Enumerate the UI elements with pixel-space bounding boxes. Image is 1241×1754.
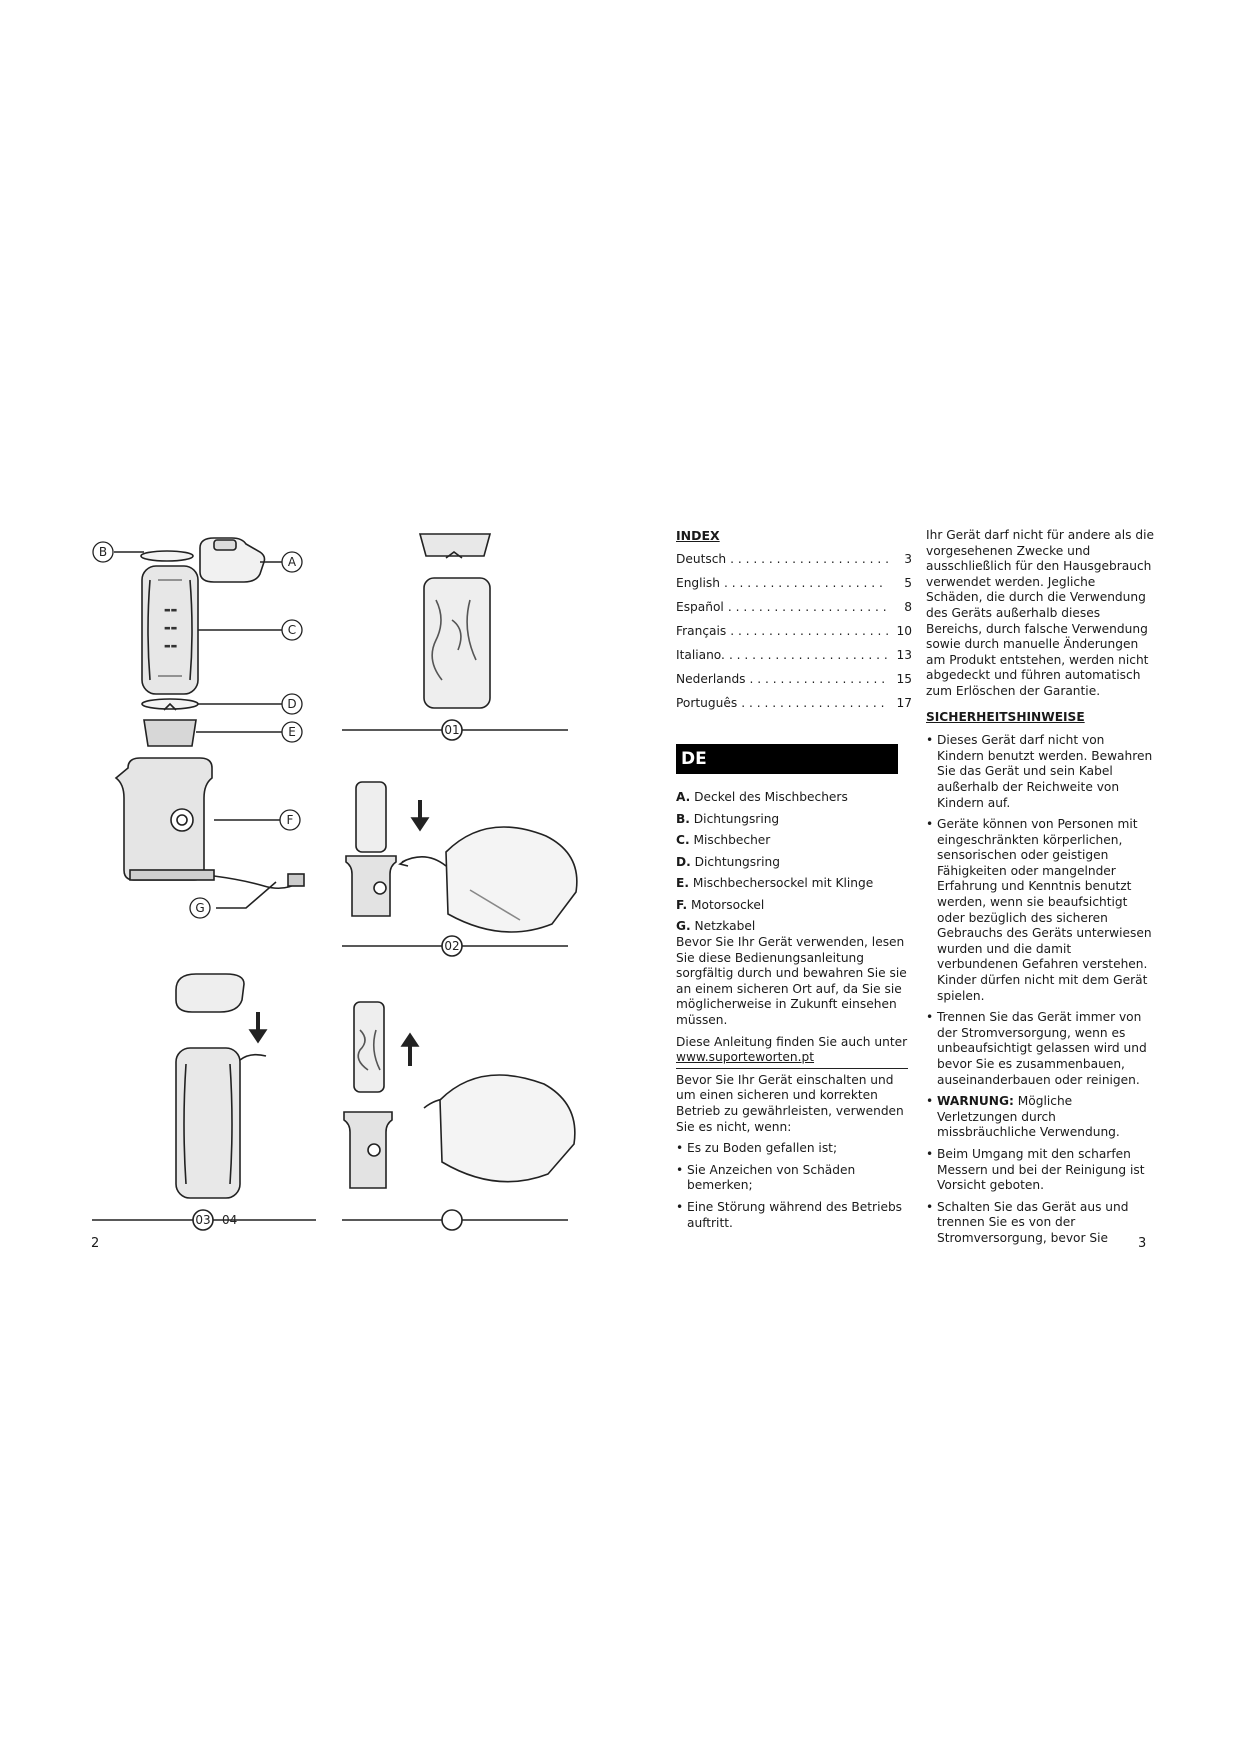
intro-paragraph: Bevor Sie Ihr Gerät verwenden, lesen Sie diese Bedienungsanleitung sorgfältig durch und bewahren Sie sie an einem sicheren Ort auf, da Sie sie möglicherweise in Zukunft einsehen müssen. — [676, 935, 907, 1027]
list-item: • WARNUNG: Mögliche Verletzungen durch missbräuchliche Verwendung. — [926, 1094, 1154, 1141]
label-b: B — [98, 545, 108, 559]
label-a: A — [287, 555, 297, 569]
part-item: B. Dichtungsring — [676, 811, 780, 826]
part-item: E. Mischbechersockel mit Klinge — [676, 876, 874, 890]
step-03-drawing — [92, 974, 316, 1230]
list-item: • Beim Umgang mit den scharfen Messern und bei der Reinigung ist Vorsicht geboten. — [926, 1147, 1154, 1194]
list-item: • Eine Störung während des Betriebs auftritt. — [676, 1200, 908, 1231]
part-item: D. Dichtungsring — [676, 854, 780, 869]
step-label-04: 04 — [222, 1213, 238, 1227]
intro-text — [676, 935, 908, 1237]
manual-link-paragraph: Diese Anleitung finden Sie auch unter www.suporteworten.pt — [676, 1034, 908, 1065]
index-item: Italiano. . . . 13 — [676, 648, 912, 672]
svg-text:▬▬: ▬▬ — [164, 606, 178, 614]
index-item: Français . . . 10 — [676, 624, 912, 648]
svg-text:▬▬: ▬▬ — [164, 624, 178, 632]
index-list — [676, 552, 912, 720]
label-c: C — [287, 623, 297, 637]
conditions-paragraph: Bevor Sie Ihr Gerät einschalten und um einen sicheren und korrekten Betrieb zu gewährleisten, verwenden Sie es nicht, wenn: — [676, 1072, 904, 1134]
label-f: F — [286, 813, 294, 827]
cup-drawing — [142, 566, 198, 694]
right-column — [926, 528, 1154, 1253]
step-label-03: 03 — [195, 1213, 211, 1227]
svg-text:▬▬: ▬▬ — [164, 642, 178, 650]
index-item: English . . . 5 — [676, 576, 912, 600]
index-title: INDEX — [676, 528, 720, 543]
parts-list — [676, 787, 906, 938]
usage-paragraph: Ihr Gerät darf nicht für andere als die vorgesehenen Zwecke und ausschließlich für den Hausgebrauch verwendet werden. Jegliche Schäden, die durch die Verwendung des Geräts außerhalb dieses Bereichs, durch falsche Verwendung sowie durch manuelle Änderungen am Produkt entstehen, werden nicht abgedeckt und führen automatisch zum Erlöschen der Garantie. — [926, 528, 1154, 698]
warning-label: WARNUNG: — [937, 1094, 1014, 1109]
label-d: D — [287, 697, 297, 711]
index-item: Español . . . 8 — [676, 600, 912, 624]
part-item: F. Motorsockel — [676, 897, 765, 912]
motor-base-drawing — [116, 758, 214, 880]
list-item: • Schalten Sie das Gerät aus und trennen Sie es von der Stromversorgung, bevor Sie — [926, 1200, 1154, 1247]
assembly-illustrations — [0, 0, 600, 1250]
lid-drawing — [200, 538, 265, 582]
section-banner-de: DE — [676, 744, 898, 774]
index-item: Nederlands . . . 15 — [676, 672, 912, 696]
step-02-drawing — [342, 782, 577, 956]
list-item: • Es zu Boden gefallen ist; — [676, 1141, 908, 1157]
divider — [676, 1068, 908, 1069]
page-number-left: 2 — [91, 1236, 100, 1251]
label-g: G — [195, 901, 205, 915]
conditions-list — [676, 1141, 908, 1231]
page-number-right: 3 — [1138, 1236, 1147, 1251]
list-item: • Trennen Sie das Gerät immer von der Stromversorgung, wenn es unbeaufsichtigt gelassen wird und bevor Sie es zusammenbauen, auseinanderbauen oder reinigen. — [926, 1010, 1154, 1088]
list-item: • Dieses Gerät darf nicht von Kindern benutzt werden. Bewahren Sie das Gerät und sein Kabel außerhalb der Reichweite von Kindern auf. — [926, 733, 1154, 811]
index-item: Deutsch . . . 3 — [676, 552, 912, 576]
step-01-drawing — [342, 534, 568, 740]
list-item: • Geräte können von Personen mit eingeschränkten körperlichen, sensorischen oder geistigen Fähigkeiten oder mangelnder Erfahrung und Kenntnis benutzt werden, wenn sie beaufsichtigt oder bezüglich des sicheren Gebrauchs des Geräts unterwiesen wurden und die damit verbundenen Gefahren verstehen. Kinder dürfen nicht mit dem Gerät spielen. — [926, 817, 1154, 1004]
part-item: C. Mischbecher — [676, 833, 771, 847]
step-label-01: 01 — [444, 723, 460, 737]
index-item: Português . . . 17 — [676, 696, 912, 720]
part-item: A. Deckel des Mischbechers — [676, 790, 848, 804]
part-item: G. Netzkabel — [676, 919, 756, 933]
safety-list — [926, 733, 1154, 1246]
support-link[interactable]: www.suporteworten.pt — [676, 1050, 815, 1065]
step-label-02: 02 — [444, 939, 460, 953]
list-item: • Sie Anzeichen von Schäden bemerken; — [676, 1163, 908, 1194]
step-04-drawing — [342, 1002, 575, 1230]
safety-title: SICHERHEITSHINWEISE — [926, 709, 1085, 724]
label-e: E — [288, 725, 296, 739]
